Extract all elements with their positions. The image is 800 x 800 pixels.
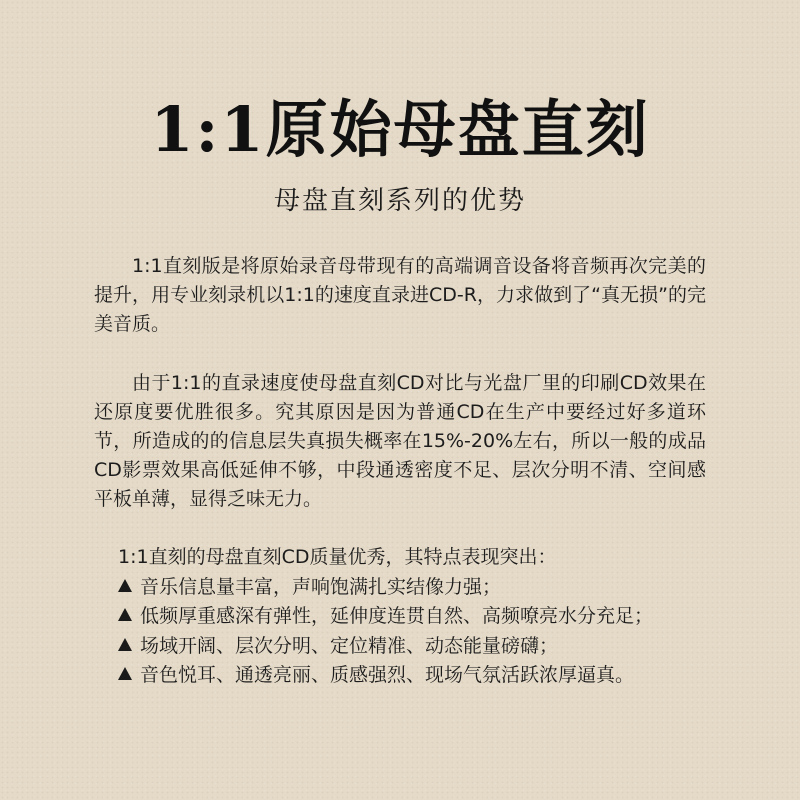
feature-item [118,573,738,603]
intro-paragraph: 1:1直刻版是将原始录音母带现有的高端调音设备将音频再次完美的提升，用专业刻录机以1:1的速度直录进CD-R，力求做到了“真无损”的完美音质。 [94,255,706,335]
page-subtitle: 母盘直刻系列的优势 [273,186,526,216]
feature-item-text: 场域开阔、层次分明、定位精准、动态能量磅礴； [140,634,559,657]
triangle-up-icon [118,608,132,621]
feature-item-text: 音乐信息量丰富，声响饱满扎实结像力强； [140,575,502,598]
triangle-up-icon [118,579,132,592]
feature-item [118,661,738,691]
feature-list [118,573,738,691]
page-title: 1:1原始母盘直刻 [150,93,650,166]
feature-item [118,632,738,662]
feature-item-text: 音色悦耳、通透亮丽、质感强烈、现场气氛活跃浓厚逼真。 [140,664,635,686]
triangle-up-icon [118,667,132,680]
features-section [118,543,738,691]
feature-item-text: 低频厚重感深有弹性，延伸度连贯自然、高频嘹亮水分充足； [140,605,654,627]
comparison-paragraph: 由于1:1的直录速度使母盘直刻CD对比与光盘厂里的印刷CD效果在还原度要优胜很多。究其原因是因为普通CD在生产中要经过好多道环节，所造成的的信息层失真损失概率在15%-20%左右，所以一般的成品CD影票效果高低延伸不够，中段通透密度不足、层次分明不清、空间感平板单薄，显得乏味无力。 [94,372,706,510]
features-intro: 1:1直刻的母盘直刻CD质量优秀，其特点表现突出： [118,546,557,568]
triangle-up-icon [118,638,132,651]
feature-item [118,602,738,632]
